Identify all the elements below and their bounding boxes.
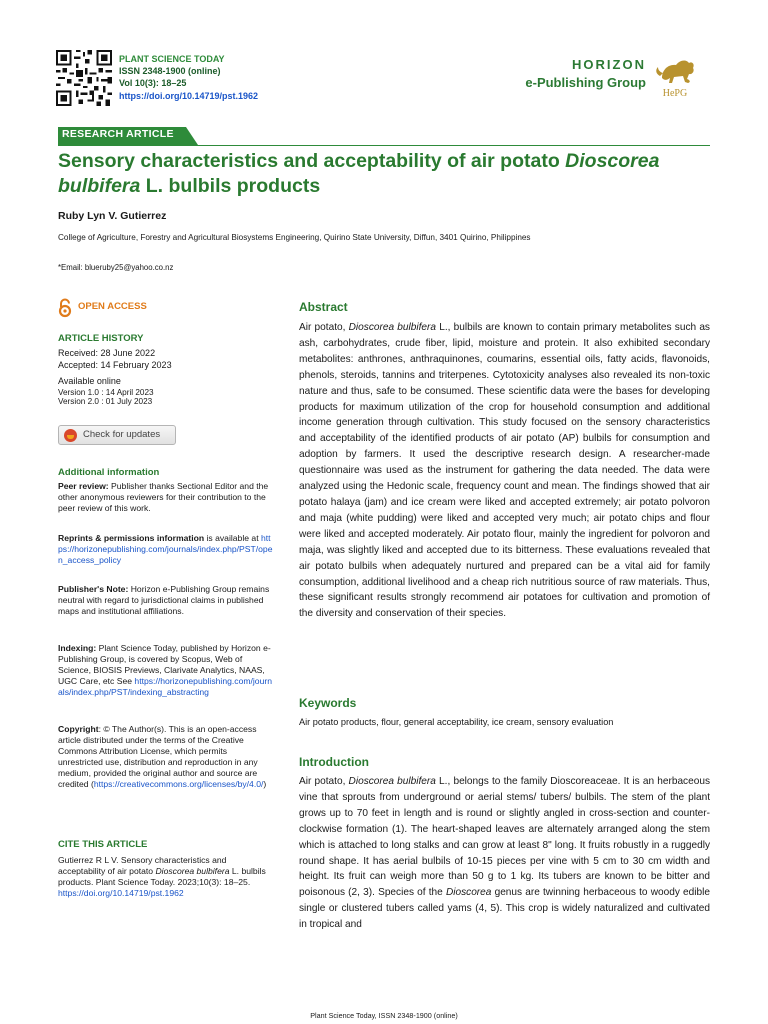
peer-review-note: Peer review: Publisher thanks Sectional Editor and the other anonymous reviewers for their contribution to the peer review of this work. (58, 481, 269, 513)
received-date: Received: 28 June 2022 (58, 348, 156, 358)
reprints-link[interactable]: https://horizonepublishing.com/journals/index.php/PST/open_access_policy (58, 533, 273, 565)
available-online: Available online (58, 376, 121, 387)
cite-heading: CITE THIS ARTICLE (58, 839, 148, 850)
reprints-note: Reprints & permissions information is available at https://horizonepublishing.com/journals/index.php/PST/open_access_policy (58, 533, 273, 565)
author-affiliation: College of Agriculture, Forestry and Agricultural Biosystems Engineering, Quirino State University, Diffun, 3401 Quirino, Philippines (58, 233, 531, 242)
article-history-heading: ARTICLE HISTORY (58, 333, 144, 344)
keywords-heading: Keywords (299, 696, 357, 710)
indexing-note: Indexing: Plant Science Today, published by Horizon e-Publishing Group, is covered by Scopus, Web of Science, BIOSIS Previews, Clarivate Analytics, NAAS, UGC Care, etc See https://horizonepublishing.com/journals/index.php/PST/indexing_abstracting (58, 643, 273, 697)
additional-info-heading: Additional information (58, 467, 160, 478)
publisher-name-line2: e-Publishing Group (525, 75, 646, 90)
introduction-text: Air potato, Dioscorea bulbifera L., belongs to the family Dioscoreaceae. It is an herbaceous vine that sprouts from underground or aerial stems/ tubers/ bulbils. The stem of the plant grows up to 70 feet in length and is round or slightly angled in cross-section and counter-clockwise formation (1). The heart-shaped leaves are alternately arranged along the stem which is attached to long stalks and can grow at least 8" long. It fruits robustly in a ruggedly round shape. It has aerial bulbils of 10-15 pieces per vine with 5 cm to 30 cm width and height. Its fruit can weigh more than 50 g to 1 kg. Its tubers are known to be bitter and poisonous (2, 3). Species of the Dioscorea genus are twinning herbaceous to woody edible single or clustered tubers called yams (4, 5). This crop is widely naturalized and cultivated in tropical and (299, 776, 710, 931)
open-access-icon (58, 298, 72, 318)
copyright-note: Copyright: © The Author(s). This is an open-access article distributed under the terms of the Creative Commons Attribution License, which permits unrestricted use, distribution and reproduction in any medium, provided the original author and source are credited (https://creativecommons.org/licenses/by/4.0/) (58, 724, 267, 789)
page-footer: Plant Science Today, ISSN 2348-1900 (online) (310, 1011, 458, 1020)
citation-text: Gutierrez R L V. Sensory characteristics and acceptability of air potato Dioscorea bulbifera L. bulbils products. Plant Science Today. 2023;10(3): 18–25. https://doi.org/10.14719/pst.1962 (58, 855, 266, 898)
crossmark-icon (64, 429, 77, 442)
publisher-logo-text: HePG (662, 88, 688, 98)
journal-doi-link[interactable]: https://doi.org/10.14719/pst.1962 (119, 90, 259, 101)
section-label: RESEARCH ARTICLE (62, 128, 174, 140)
section-divider (58, 145, 710, 146)
journal-issn: ISSN 2348-1900 (online) (119, 66, 221, 77)
version-2: Version 2.0 : 01 July 2023 (58, 397, 153, 407)
author-name: Ruby Lyn V. Gutierrez (58, 210, 167, 222)
abstract-heading: Abstract (299, 300, 348, 314)
introduction-heading: Introduction (299, 755, 369, 769)
indexing-link[interactable]: https://horizonepublishing.com/journals/index.php/PST/indexing_abstracting (58, 676, 273, 697)
journal-volume: Vol 10(3): 18–25 (119, 78, 187, 89)
check-for-updates-button[interactable] (58, 425, 176, 445)
publisher-name-line1: HORIZON (572, 57, 646, 72)
version-1: Version 1.0 : 14 April 2023 (58, 387, 154, 397)
keywords-text: Air potato products, flour, general acceptability, ice cream, sensory evaluation (299, 717, 614, 727)
author-email: *Email: blueruby25@yahoo.co.nz (58, 263, 174, 272)
publisher-brand (525, 57, 646, 90)
check-for-updates-label: Check for updates (83, 429, 161, 440)
open-access-label: OPEN ACCESS (78, 301, 147, 312)
article-title: Sensory characteristics and acceptability of air potato Dioscorea bulbifera L. bulbils products (58, 150, 660, 197)
publisher-note: Publisher's Note: Horizon e-Publishing Group remains neutral with regard to jurisdictional claims in published maps and institutional affiliations. (58, 584, 270, 616)
journal-info (119, 53, 258, 102)
abstract-text: Air potato, Dioscorea bulbifera L., bulbils are known to contain primary metabolites such as ash, carbohydrates, crude fiber, lipid, moisture and protein. It also exhibited secondary metabolites: anthrones, anthraquinones, coumarins, essential oils, fatty acids, flavonoids, phenols, steroids, tannins and triterpenes. Cytotoxicity analyses also revealed its non-toxic nature and thus, safe to be consumed. These scientific data were the bases for developing products for maximum utilization of the crop for household consumption and additional income generation through cultivation. This study focused on the sensory characteristics and acceptability of the identified products of air potato (AP) bulbils for consumption and adoption by farmers. It used the descriptive research design. A researcher-made questionnaire was used as the instrument for gathering the data needed. The data were analyzed using the Hedonic scale, frequency count and mean. The findings showed that air potato halaya (jam) and ice cream were liked and accepted extremely; air potato polvoron and maja (white pudding) were liked and accepted very much; air potato chips and flour were liked and accepted moderately. Air potato flour, mainly the ingredient for polvoron and maja, was slightly liked and accepted due to its bitterness. These evaluations revealed that air potato bulbils when adequately nurtured and prepared can be a vital aid for family consumption, additional livelihood and a cheap rich nutritious source of raw materials. Thus, these significant results strongly recommend air potatoes for cultivation and promotion of the diversity and conservation of their species. (299, 322, 710, 620)
qr-code (56, 50, 112, 106)
publisher-lion-logo (652, 52, 698, 98)
license-link[interactable]: https://creativecommons.org/licenses/by/4.0/ (93, 779, 264, 789)
citation-doi-link[interactable]: https://doi.org/10.14719/pst.1962 (58, 888, 184, 898)
accepted-date: Accepted: 14 February 2023 (58, 359, 172, 370)
article-history (58, 348, 172, 407)
journal-name: PLANT SCIENCE TODAY (119, 54, 225, 64)
